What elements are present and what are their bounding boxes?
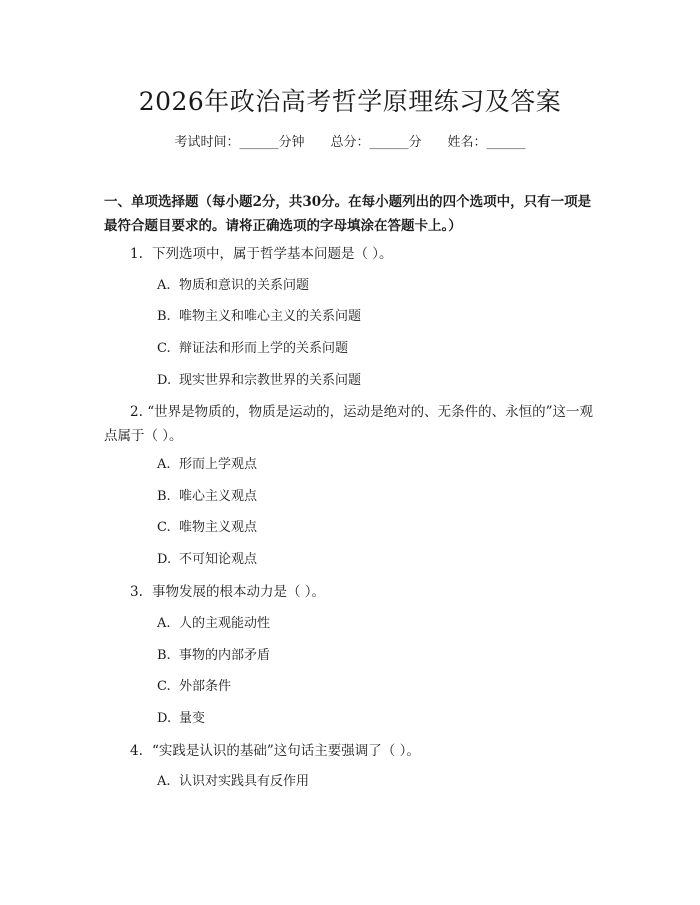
exam-time-label: 考试时间：______分钟 (174, 135, 305, 150)
option-letter: B. (157, 489, 171, 504)
option-letter: A. (157, 278, 171, 293)
option-letter: B. (157, 309, 171, 324)
option-3b (157, 646, 270, 666)
option-letter: A. (157, 774, 171, 789)
question-2 (104, 400, 598, 448)
question-3 (104, 580, 598, 604)
option-text: 外部条件 (179, 679, 232, 694)
option-text: 人的主观能动性 (179, 616, 271, 631)
question-number: 2. (130, 404, 143, 420)
option-3d (157, 709, 205, 729)
exam-meta (0, 131, 700, 150)
question-number: 4. (130, 743, 143, 759)
option-3c (157, 677, 231, 697)
option-2d (157, 550, 257, 570)
option-letter: C. (157, 679, 171, 694)
question-number: 1. (130, 246, 143, 262)
option-text: 现实世界和宗教世界的关系问题 (179, 373, 362, 388)
option-1a (157, 276, 309, 296)
question-stem: “实践是认识的基础”这句话主要强调了（ ）。 (152, 743, 420, 759)
option-letter: D. (157, 373, 172, 388)
question-stem: 下列选项中，属于哲学基本问题是（ ）。 (152, 246, 393, 262)
option-text: 量变 (179, 711, 206, 726)
option-2c (157, 518, 257, 538)
question-number: 3. (130, 584, 143, 600)
option-letter: D. (157, 711, 172, 726)
page-title: 2026年政治高考哲学原理练习及答案 (138, 87, 562, 116)
question-stem: 事物发展的根本动力是（ ）。 (152, 584, 326, 600)
option-text: 唯物主义和唯心主义的关系问题 (179, 309, 362, 324)
option-text: 事物的内部矛盾 (179, 648, 271, 663)
option-text: 不可知论观点 (179, 552, 258, 567)
option-letter: C. (157, 520, 171, 535)
option-4a (157, 772, 309, 792)
option-letter: A. (157, 457, 171, 472)
option-text: 唯物主义观点 (179, 520, 258, 535)
option-1c (157, 339, 348, 359)
section-heading: 一、单项选择题（每小题2分，共30分。在每小题列出的四个选项中，只有一项是最符合题目要求的。请将正确选项的字母填涂在答题卡上。） (104, 194, 592, 234)
option-letter: D. (157, 552, 172, 567)
option-text: 物质和意识的关系问题 (179, 278, 310, 293)
question-4 (104, 739, 598, 763)
option-letter: A. (157, 616, 171, 631)
option-text: 形而上学观点 (179, 457, 258, 472)
option-2b (157, 487, 257, 507)
option-1d (157, 371, 361, 391)
question-stem: “世界是物质的，物质是运动的，运动是绝对的、无条件的、永恒的”这一观点属于（ ）。 (104, 404, 593, 444)
option-letter: C. (157, 341, 171, 356)
option-text: 认识对实践具有反作用 (179, 774, 310, 789)
option-text: 辩证法和形而上学的关系问题 (179, 341, 349, 356)
option-2a (157, 455, 257, 475)
option-3a (157, 614, 270, 634)
option-letter: B. (157, 648, 171, 663)
name-label: 姓名：______ (447, 135, 526, 150)
option-1b (157, 307, 361, 327)
total-score-label: 总分：______分 (330, 135, 422, 150)
question-1 (104, 242, 598, 266)
option-text: 唯心主义观点 (179, 489, 258, 504)
